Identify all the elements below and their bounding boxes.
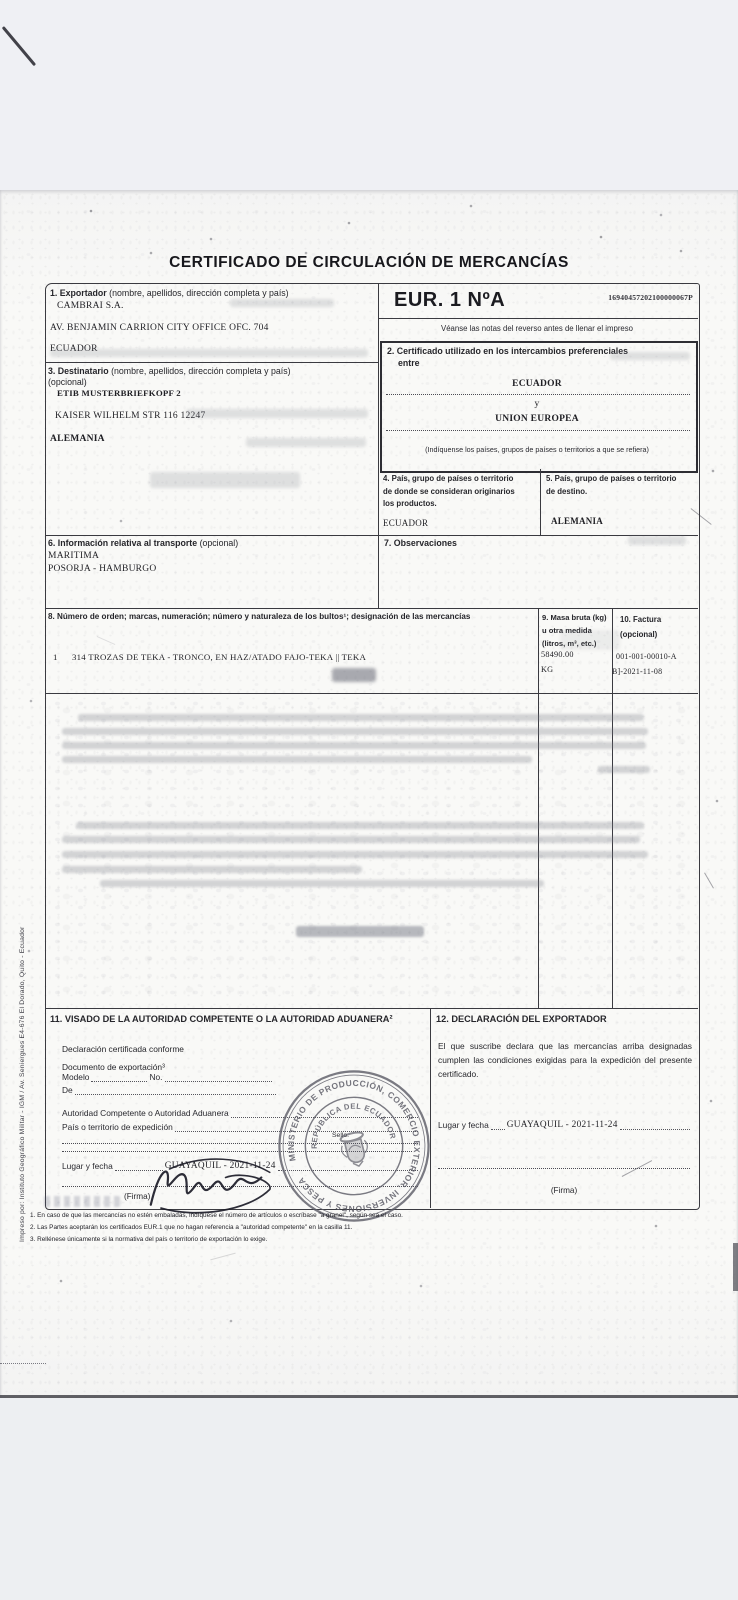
box10-label-l1: 10. Factura	[620, 615, 662, 624]
ecuador-coat-of-arms	[338, 1130, 371, 1169]
stamp-inner-text: REPÚBLICA DEL ECUADOR	[309, 1101, 398, 1149]
reverse-note: Véanse las notas del reverso antes de llenar el impreso	[441, 324, 633, 333]
scan-edge-artifact	[733, 1243, 738, 1291]
divider	[378, 318, 698, 319]
visa-place-date: GUAYAQUIL - 2021-11-24	[164, 1161, 276, 1171]
signature	[142, 1152, 282, 1220]
paper-bottom-edge	[0, 1395, 738, 1398]
declaration-place-date: GUAYAQUIL - 2021-11-24	[506, 1120, 618, 1130]
box12-lugar-row	[438, 1120, 692, 1130]
consignee-name: ETIB MUSTERBRIEFKOPF 2	[57, 388, 181, 398]
box11-modelo-row	[62, 1072, 274, 1082]
divider	[540, 469, 541, 535]
box12-title: 12. DECLARACIÓN DEL EXPORTADOR	[436, 1014, 607, 1024]
box4-label	[383, 473, 515, 511]
box5-label-l1: 5. País, grupo de países o territorio	[546, 474, 677, 483]
lugar-fecha-label: Lugar y fecha	[62, 1161, 113, 1171]
box10-label-l2: (opcional)	[620, 629, 658, 639]
divider	[45, 535, 698, 536]
divider	[45, 1008, 698, 1009]
dotted-line-artifact	[0, 1363, 46, 1364]
no-label: No.	[149, 1072, 163, 1082]
printer-credit: Impreso por: Instituto Geográfico Militar - IGM / Av. Seniergues E4-676 El Dorado, Quito - Ecuador	[19, 926, 26, 1242]
box3-label-num: 3. Destinatario	[48, 366, 109, 376]
transport-mode: MARITIMA	[48, 551, 100, 561]
box1-label-num: 1. Exportador	[50, 288, 107, 298]
serial-number: 16940457202100000067P	[608, 293, 693, 302]
divider	[45, 693, 698, 694]
box3-label-rest: (nombre, apellidos, dirección completa y país)	[111, 366, 291, 376]
dotted-line	[386, 394, 690, 395]
footnote-3: 3. Rellénese únicamente si la normativa del país o territorio de exportación lo exige.	[30, 1236, 268, 1243]
box11-de-row	[62, 1085, 278, 1095]
box4-label-l3: los productos.	[383, 499, 437, 509]
exporter-country: ECUADOR	[50, 344, 98, 354]
box5-label-l2: de destino.	[546, 486, 588, 496]
gross-mass-unit: KG	[541, 665, 554, 674]
box9-label-l3: (litros, m³, etc.)	[542, 638, 597, 648]
exporter-address: AV. BENJAMIN CARRION CITY OFFICE OFC. 704	[50, 323, 269, 333]
box2-label-entre: entre	[398, 358, 420, 368]
eur1-title: EUR. 1 NºA	[394, 289, 506, 311]
box11-title: 11. VISADO DE LA AUTORIDAD COMPETENTE O LA AUTORIDAD ADUANERA²	[50, 1014, 393, 1024]
de-label: De	[62, 1085, 73, 1095]
box4-label-l2: de donde se consideran originarios	[383, 486, 515, 496]
box12-firma-label: (Firma)	[550, 1186, 578, 1195]
box2-note: (Indíquense los países, grupos de países o territorios a que se refiera)	[425, 445, 649, 454]
transport-route: POSORJA - HAMBURGO	[48, 564, 157, 574]
box7-label: 7. Observaciones	[384, 538, 457, 548]
box3-label	[48, 366, 291, 377]
consignee-address: KAISER WILHELM STR 116 12247	[55, 411, 206, 421]
box2-conjunction: y	[534, 399, 540, 409]
box9-label-l2: u otra medida	[542, 625, 592, 635]
box2-country-b: UNION EUROPEA	[495, 414, 579, 424]
faded-stamp-digits	[44, 1196, 120, 1207]
box11-declaration: Declaración certificada conforme	[62, 1044, 184, 1054]
exporter-name: CAMBRAI S.A.	[57, 301, 124, 311]
box6-label-num: 6. Información relativa al transporte	[48, 538, 198, 548]
box10-label	[620, 613, 661, 643]
invoice-number: 001-001-00010-A	[616, 652, 677, 661]
footnote-1: 1. En caso de que las mercancías no estén embaladas, indíquese el número de artículos o escríbase "a granel", según sea el caso.	[30, 1212, 403, 1219]
item-number: 1	[53, 652, 58, 662]
divider	[45, 362, 378, 363]
box6-label	[48, 538, 238, 549]
sello-label: Sello.	[332, 1132, 350, 1139]
box11-export-doc-label: Documento de exportación³	[62, 1062, 165, 1072]
document-title: CERTIFICADO DE CIRCULACIÓN DE MERCANCÍAS	[169, 254, 569, 271]
divider	[45, 608, 698, 609]
box1-label-rest: (nombre, apellidos, dirección completa y país)	[109, 288, 289, 298]
destination-country: ALEMANIA	[551, 516, 604, 526]
scan-background-top	[0, 0, 738, 191]
box8-label: 8. Número de orden; marcas, numeración; número y naturaleza de los bultos¹; designación de las mercancías	[48, 612, 471, 621]
modelo-label: Modelo	[62, 1072, 90, 1082]
box6-label-opt: (opcional)	[199, 538, 239, 548]
scan-speckles	[0, 0, 2, 2]
origin-country: ECUADOR	[383, 518, 429, 528]
lugar-fecha-label: Lugar y fecha	[438, 1120, 489, 1130]
box2-country-a: ECUADOR	[512, 379, 562, 389]
box2-label: 2. Certificado utilizado en los intercambios preferenciales	[387, 346, 629, 356]
exporter-declaration-text: El que suscribe declara que las mercancías arriba designadas cumplen las condiciones exigidas para la expedición del presente certificado.	[438, 1041, 692, 1079]
dotted-line	[438, 1168, 690, 1169]
box11-firma-label: (Firma)	[124, 1192, 151, 1201]
scan-background-bottom	[0, 1398, 738, 1600]
divider	[538, 608, 539, 1008]
box4-label-l1: 4. País, grupo de países o territorio	[383, 474, 514, 483]
gross-mass-value: 58490.00	[541, 650, 574, 659]
autoridad-label: Autoridad Competente o Autoridad Aduanera	[62, 1108, 229, 1118]
box5-label	[546, 473, 676, 498]
box1-label	[50, 288, 289, 299]
footnote-2: 2. Las Partes aceptarán los certificados EUR.1 que no hagan referencia a "autoridad competente" en la casilla 11.	[30, 1224, 353, 1231]
invoice-date: B]-2021-11-08	[612, 667, 663, 676]
pais-expedicion-label: País o territorio de expedición	[62, 1122, 173, 1132]
stamp-outer-text: MINISTERIO DE PRODUCCIÓN, COMERCIO EXTERIOR, INVERSIONES Y PESCA	[285, 1077, 423, 1215]
goods-description: 314 TROZAS DE TEKA - TRONCO, EN HAZ/ATADO FAJO-TEKA || TEKA	[72, 652, 367, 662]
box3-label-opt: (opcional)	[48, 377, 87, 387]
dotted-line	[386, 430, 690, 431]
consignee-country: ALEMANIA	[50, 434, 105, 444]
box9-label-l1: 9. Masa bruta (kg)	[542, 613, 607, 622]
